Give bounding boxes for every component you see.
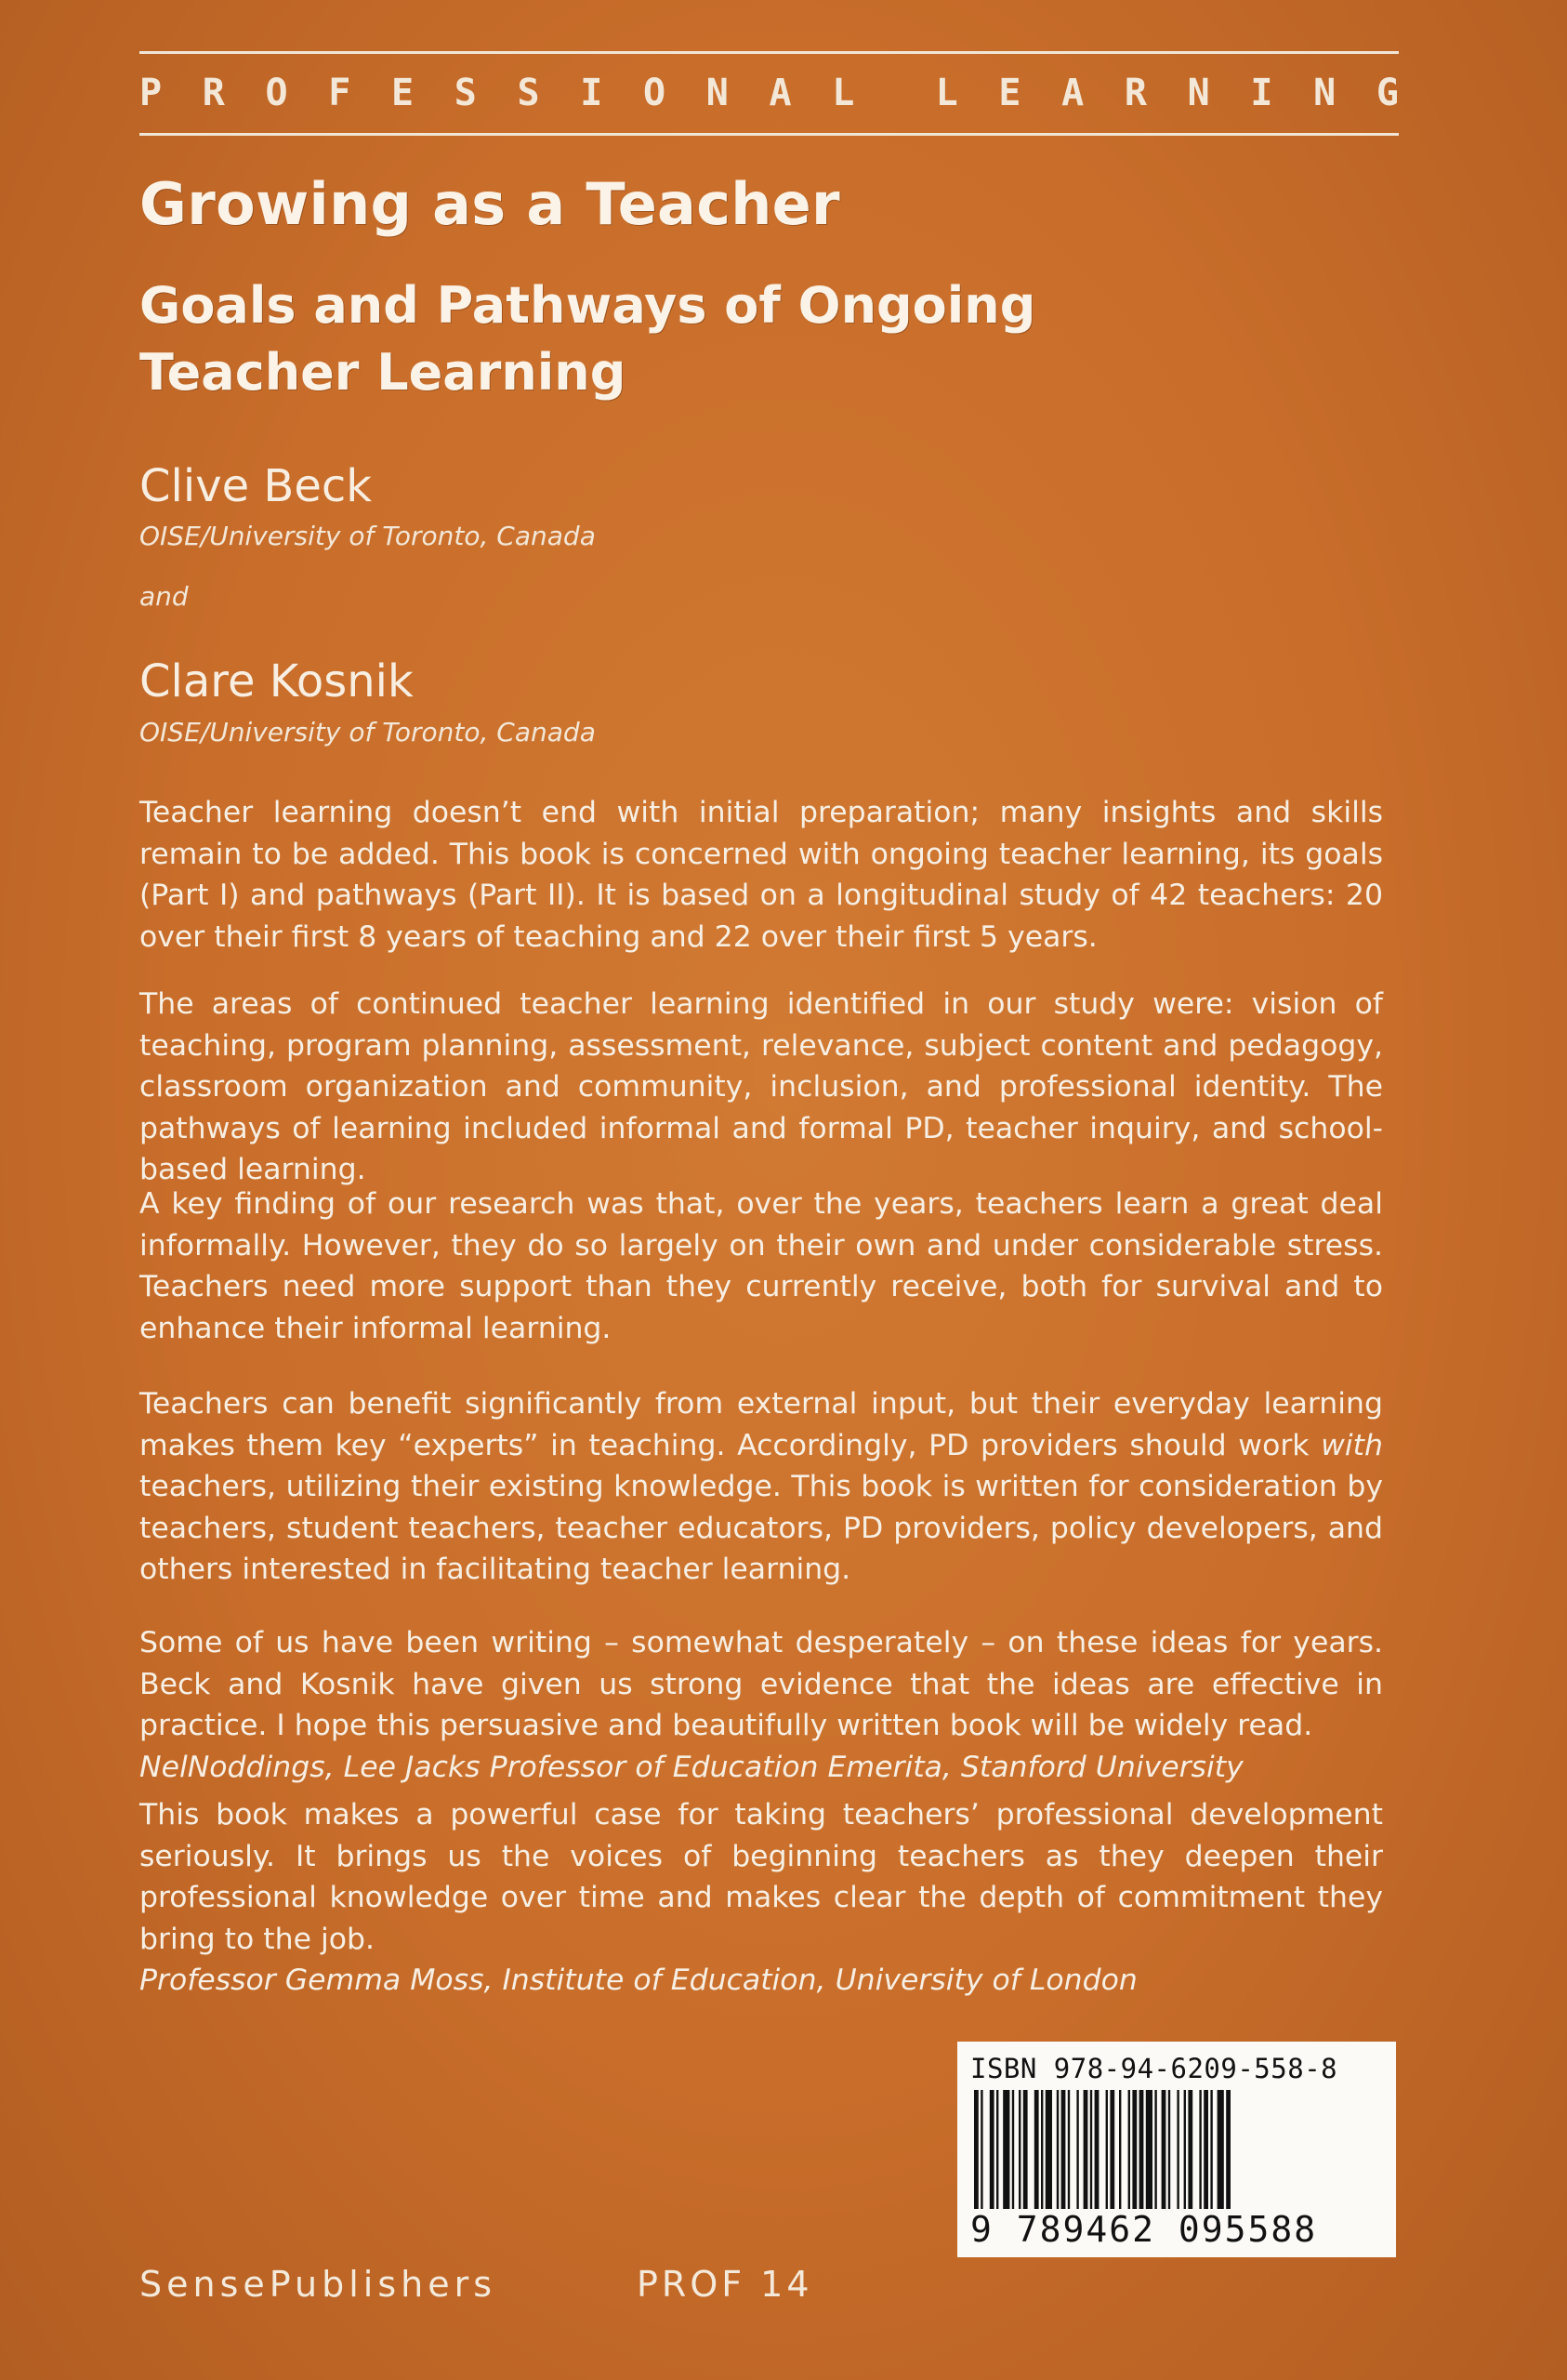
blurb-emphasis: with — [1321, 1428, 1383, 1462]
series-name — [139, 72, 1399, 114]
series-letter: E — [391, 72, 415, 114]
endorsement-attribution: Professor Gemma Moss, Institute of Education, University of London — [139, 1964, 1138, 1997]
author-name: Clare Kosnik — [139, 655, 414, 707]
series-letter: E — [998, 72, 1021, 114]
blurb-paragraph — [139, 1383, 1383, 1591]
blurb-paragraph: A key finding of our research was that, over the years, teachers learn a great deal informally. However, they do so largely on their own and under considerable stress. Teachers need more support than they currently receive, both for survival and to enhance their informal learning. — [139, 1187, 1383, 1345]
and-connector: and — [139, 581, 189, 612]
endorsement — [139, 1794, 1383, 2002]
blurb-paragraph: The areas of continued teacher learning identified in our study were: vision of teaching, program planning, assessment, relevance, subject content and pedagogy, classroom organization and community, inclusion, and professional identity. The pathways of learning included informal and formal PD, teacher inquiry, and school-based learning. — [139, 987, 1383, 1186]
isbn-digits: 9 789462 095588 — [970, 2209, 1318, 2250]
series-letter: R — [202, 72, 225, 114]
endorsement-quote: This book makes a powerful case for taking teachers’ professional development seriously. It brings us the voices of beginning teachers as they deepen their professional knowledge over time and makes clear the depth of commitment they bring to the job. — [139, 1798, 1383, 1956]
publisher-name: SensePublishers — [139, 2264, 497, 2305]
series-rule — [139, 133, 1399, 136]
barcode-bars — [970, 2090, 1383, 2209]
series-letter: S — [517, 72, 540, 114]
series-letter: A — [769, 72, 792, 114]
series-letter: O — [265, 72, 288, 114]
series-letter: O — [643, 72, 666, 114]
series-letter: N — [705, 72, 729, 114]
blurb-text: teachers, utilizing their existing knowledge. This book is written for consideration by teachers, student teachers, teacher educators, PD providers, policy developers, and others interested in facilitating teacher learning. — [139, 1470, 1383, 1586]
book-subtitle: Goals and Pathways of Ongoing Teacher Learning — [139, 276, 1036, 402]
back-cover — [139, 51, 1399, 2338]
series-letter: I — [580, 72, 603, 114]
author-affiliation: OISE/University of Toronto, Canada — [139, 717, 596, 747]
series-letter: N — [1187, 72, 1210, 114]
series-letter: L — [935, 72, 958, 114]
author-name: Clive Beck — [139, 460, 373, 512]
isbn-barcode — [957, 2042, 1396, 2257]
author-affiliation: OISE/University of Toronto, Canada — [139, 521, 596, 551]
series-letter: R — [1124, 72, 1147, 114]
isbn-label: ISBN 978-94-6209-558-8 — [970, 2053, 1338, 2084]
series-letter: N — [1313, 72, 1337, 114]
endorsement-attribution: NelNoddings, Lee Jacks Professor of Education Emerita, Stanford University — [139, 1750, 1244, 1784]
blurb-text: Teachers can benefit significantly from external input, but their everyday learning makes them key “experts” in teaching. Accordingly, PD providers should work — [139, 1387, 1383, 1462]
series-letter: S — [454, 72, 477, 114]
series-letter: G — [1376, 72, 1399, 114]
blurb-paragraph: Teacher learning doesn’t end with initial preparation; many insights and skills remain to be added. This book is concerned with ongoing teacher learning, its goals (Part I) and pathways (Part II). It is based on a longitudinal study of 42 teachers: 20 over their first 8 years of teaching and 22 over their first 5 years. — [139, 796, 1383, 954]
series-letter: A — [1061, 72, 1085, 114]
series-letter: F — [328, 72, 351, 114]
endorsement-quote: Some of us have been writing – somewhat desperately – on these ideas for years. Beck and Kosnik have given us strong evidence that the ideas are effective in practice. I hope this persuasive and beautifully written book will be widely read. — [139, 1626, 1383, 1742]
endorsement — [139, 1622, 1383, 1788]
book-title: Growing as a Teacher — [139, 170, 840, 238]
top-rule — [139, 51, 1399, 54]
series-letter: L — [832, 72, 855, 114]
series-letter: P — [139, 72, 163, 114]
series-letter: I — [1250, 72, 1273, 114]
series-number: PROF 14 — [637, 2264, 813, 2305]
